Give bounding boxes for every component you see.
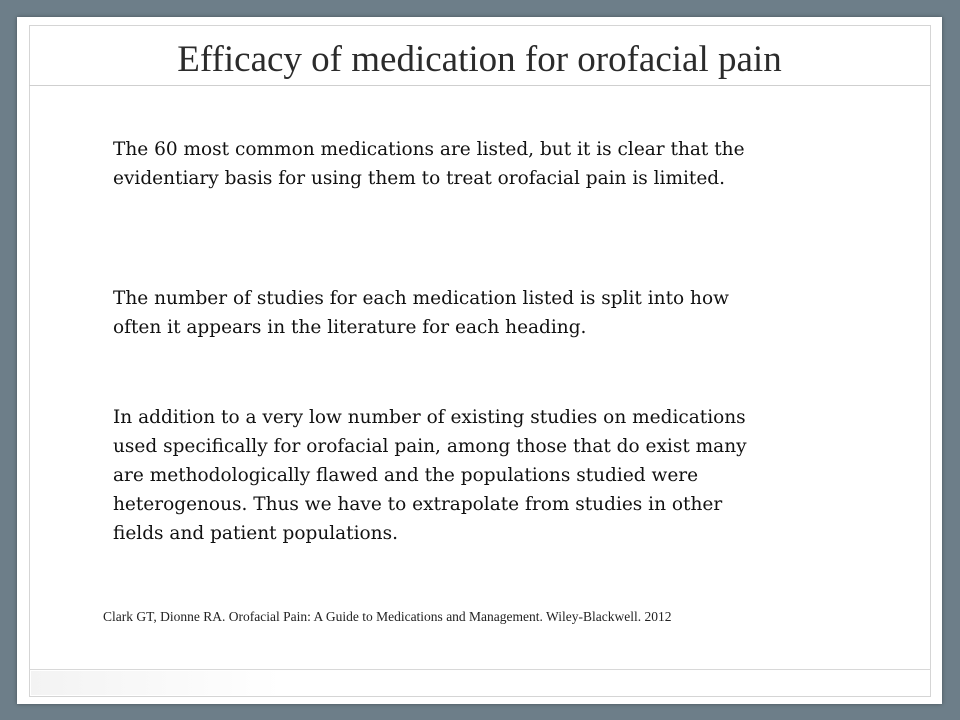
slide-inner-border [29,25,931,697]
footer-divider [29,669,931,670]
citation: Clark GT, Dionne RA. Orofacial Pain: A Guide to Medications and Management. Wiley-Blackwell. 2012 [103,609,672,624]
title-divider [29,85,931,86]
body-paragraph-1: The 60 most common medications are listed, but it is clear that the evidentiary basis for using them to treat orofacial pain is limited. [113,139,745,189]
footer-shading [31,671,281,695]
body-paragraph-2: The number of studies for each medication listed is split into how often it appears in the literature for each heading. [113,288,729,338]
slide-title: Efficacy of medication for orofacial pain [177,39,782,80]
slide [17,17,942,704]
body-paragraph-3: In addition to a very low number of existing studies on medications used specifically for orofacial pain, among those that do exist many are methodologically flawed and the populations studied were heterogenous. Thus we have to extrapolate from studies in other fields and patient populations. [113,407,747,544]
